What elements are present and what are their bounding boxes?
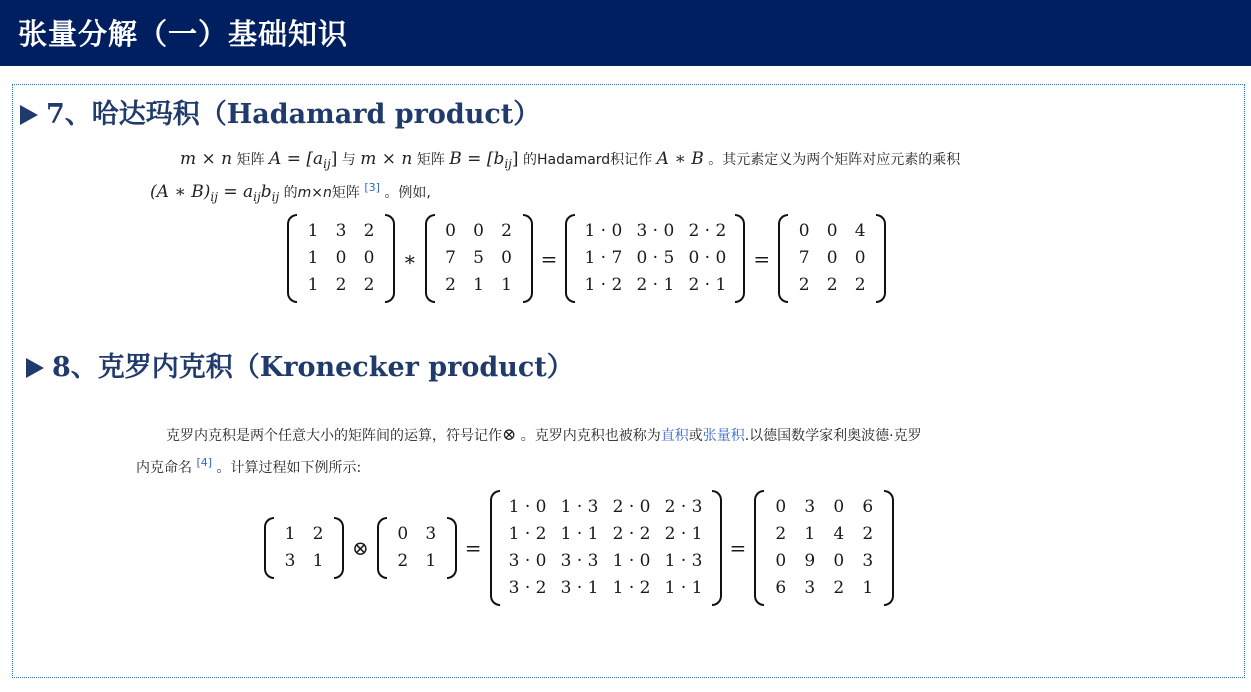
- text: 。计算过程如下例所示:: [212, 460, 362, 476]
- matrix-cell: 1 · 3: [664, 551, 703, 571]
- matrix-cell: 5: [473, 248, 484, 268]
- matrix-cell: 1 · 2: [584, 275, 623, 295]
- matrix-cell: 1 · 0: [508, 497, 547, 517]
- matrix-cell: 3: [335, 221, 347, 241]
- matrix-cell: 0: [826, 248, 838, 268]
- left-paren: [377, 517, 387, 579]
- matrix-cell: 1: [804, 524, 816, 544]
- matrix-products: [565, 214, 745, 303]
- matrix-cell: 6: [775, 578, 787, 598]
- matrix-products: [490, 490, 722, 606]
- text: .以德国数学家利奥波德·克罗: [744, 428, 922, 444]
- matrix-cell: 3: [804, 497, 816, 517]
- matrix-cell: 1 · 0: [612, 551, 651, 571]
- matrix-cell: 3 · 2: [508, 578, 547, 598]
- left-paren: [778, 214, 788, 303]
- bullet-arrow-icon: [26, 358, 44, 378]
- math-a: = a: [217, 182, 254, 202]
- kronecker-operator: ⊗: [352, 536, 369, 560]
- matrix-cell: 2: [854, 275, 866, 295]
- matrix-cell: 1 · 7: [584, 248, 623, 268]
- matrix-cell: 3: [862, 551, 874, 571]
- right-paren: [884, 490, 894, 606]
- matrix-cell: 1: [501, 275, 512, 295]
- matrix-cell: 0: [798, 221, 810, 241]
- reference-link[interactable]: [4]: [196, 456, 213, 469]
- right-paren: [712, 490, 722, 606]
- math-b: b: [260, 182, 272, 202]
- math-b: B = [b: [449, 149, 505, 169]
- matrix-cell: 0: [833, 497, 845, 517]
- right-paren: [735, 214, 745, 303]
- matrix-cell: 2 · 0: [612, 497, 651, 517]
- matrix-cell: 0: [775, 551, 787, 571]
- right-paren: [334, 517, 344, 579]
- text: 的: [279, 185, 298, 201]
- text-italic: m×n: [297, 185, 332, 201]
- matrix-b: [425, 214, 533, 303]
- link-direct-product[interactable]: 直积: [660, 428, 689, 444]
- matrix-cell: 3 · 3: [560, 551, 599, 571]
- matrix-cell: 1: [307, 248, 319, 268]
- matrix-cell: 3: [425, 524, 437, 544]
- math-product: A ∗ B: [656, 149, 704, 169]
- matrix-cell: 2: [501, 221, 512, 241]
- bullet-arrow-icon: [20, 105, 38, 125]
- matrix-cell: 6: [862, 497, 874, 517]
- matrix-cell: 2: [445, 275, 456, 295]
- matrix-cell: 0: [397, 524, 409, 544]
- left-paren: [264, 517, 274, 579]
- matrix-cell: 7: [445, 248, 456, 268]
- matrix-cell: 1 · 1: [664, 578, 703, 598]
- matrix-cell: 0: [473, 221, 484, 241]
- math-bracket: ]: [330, 149, 338, 169]
- math-dims: m × n: [180, 149, 233, 169]
- math-element: (A ∗ B): [150, 182, 211, 202]
- matrix-cell: 2: [798, 275, 810, 295]
- matrix-cell: 2: [335, 275, 347, 295]
- text: 矩阵: [412, 152, 450, 168]
- heading-text: 7、哈达玛积（Hadamard product）: [46, 99, 541, 130]
- matrix-cell: 0: [335, 248, 347, 268]
- right-paren: [385, 214, 395, 303]
- matrix-cell: 0 · 0: [688, 248, 727, 268]
- matrix-cell: 2 · 1: [636, 275, 675, 295]
- reference-link[interactable]: [3]: [364, 181, 380, 194]
- hadamard-operator: ∗: [403, 246, 417, 271]
- matrix-b: [377, 517, 457, 579]
- text: 的Hadamard积记作: [518, 152, 657, 168]
- matrix-result: [754, 490, 894, 606]
- matrix-cell: 1: [425, 551, 437, 571]
- equals-sign: =: [753, 246, 771, 271]
- matrix-cell: 3 · 0: [636, 221, 675, 241]
- title-bar: [0, 0, 1251, 66]
- math-a: A = [a: [269, 149, 324, 169]
- matrix-cell: 2: [862, 524, 874, 544]
- matrix-cell: 2 · 3: [664, 497, 703, 517]
- matrix-cell: 2 · 2: [688, 221, 727, 241]
- matrix-cell: 1 · 1: [560, 524, 599, 544]
- matrix-cell: 2: [363, 221, 375, 241]
- math-sub: ij: [323, 156, 331, 171]
- matrix-cell: 4: [833, 524, 845, 544]
- matrix-cell: 1 · 2: [612, 578, 651, 598]
- matrix-cell: 1 · 3: [560, 497, 599, 517]
- matrix-cell: 1: [284, 524, 296, 544]
- math-sub: ij: [271, 189, 280, 204]
- matrix-result: [778, 214, 886, 303]
- link-tensor-product[interactable]: 张量积: [702, 428, 745, 444]
- matrix-a: [264, 517, 344, 579]
- left-paren: [287, 214, 297, 303]
- kronecker-equation: [262, 490, 896, 606]
- text: 。例如,: [379, 185, 431, 201]
- matrix-cell: 2: [826, 275, 838, 295]
- math-sub: ij: [504, 156, 512, 171]
- equals-sign: =: [729, 536, 747, 560]
- matrix-cell: 0: [833, 551, 845, 571]
- section-heading-hadamard: [20, 92, 540, 131]
- matrix-a: [287, 214, 395, 303]
- matrix-cell: 2: [312, 524, 324, 544]
- matrix-cell: 4: [854, 221, 866, 241]
- left-paren: [565, 214, 575, 303]
- text: 内克命名: [136, 460, 197, 476]
- matrix-cell: 2 · 2: [612, 524, 651, 544]
- matrix-cell: 9: [804, 551, 816, 571]
- matrix-cell: 1: [473, 275, 484, 295]
- matrix-cell: 1 · 2: [508, 524, 547, 544]
- kronecker-definition-line-2: [136, 452, 361, 479]
- text: 与: [337, 152, 361, 168]
- matrix-cell: 1: [307, 221, 319, 241]
- matrix-cell: 0: [501, 248, 512, 268]
- text: 矩阵: [232, 152, 270, 168]
- equals-sign: =: [464, 536, 482, 560]
- matrix-cell: 0: [854, 248, 866, 268]
- math-bracket: ]: [511, 149, 519, 169]
- matrix-cell: 1: [312, 551, 324, 571]
- otimes-symbol: ⊗: [502, 425, 517, 445]
- right-paren: [447, 517, 457, 579]
- matrix-cell: 3: [804, 578, 816, 598]
- right-paren: [523, 214, 533, 303]
- left-paren: [754, 490, 764, 606]
- equals-sign: =: [540, 246, 558, 271]
- matrix-cell: 2: [363, 275, 375, 295]
- matrix-cell: 0 · 5: [636, 248, 675, 268]
- matrix-cell: 3: [284, 551, 296, 571]
- matrix-cell: 3 · 1: [560, 578, 599, 598]
- matrix-cell: 2 · 1: [664, 524, 703, 544]
- text: 克罗内克积是两个任意大小的矩阵间的运算，符号记作: [166, 428, 502, 444]
- matrix-cell: 1 · 0: [584, 221, 623, 241]
- slide-title: 张量分解（一）基础知识: [18, 17, 349, 51]
- math-dims: m × n: [360, 149, 413, 169]
- matrix-cell: 2: [833, 578, 845, 598]
- text: 。克罗内克积也被称为: [516, 428, 661, 444]
- hadamard-equation: [285, 214, 888, 303]
- left-paren: [425, 214, 435, 303]
- matrix-cell: 1: [307, 275, 319, 295]
- kronecker-definition-line-1: [166, 424, 922, 447]
- matrix-cell: 1: [862, 578, 874, 598]
- text: 或: [688, 428, 703, 444]
- matrix-cell: 0: [445, 221, 456, 241]
- math-sub: ij: [210, 189, 218, 204]
- right-paren: [876, 214, 886, 303]
- matrix-cell: 2: [397, 551, 409, 571]
- matrix-cell: 2 · 1: [688, 275, 727, 295]
- hadamard-definition-line-2: [150, 177, 431, 208]
- hadamard-definition-line-1: [180, 148, 960, 175]
- text: 矩阵: [331, 185, 365, 201]
- text: 。其元素定义为两个矩阵对应元素的乘积: [703, 152, 961, 168]
- section-heading-kronecker: [26, 345, 574, 384]
- matrix-cell: 0: [775, 497, 787, 517]
- matrix-cell: 0: [826, 221, 838, 241]
- math-sub: ij: [253, 189, 261, 204]
- heading-text: 8、克罗内克积（Kronecker product）: [52, 352, 574, 383]
- left-paren: [490, 490, 500, 606]
- matrix-cell: 2: [775, 524, 787, 544]
- matrix-cell: 3 · 0: [508, 551, 547, 571]
- matrix-cell: 7: [798, 248, 810, 268]
- matrix-cell: 0: [363, 248, 375, 268]
